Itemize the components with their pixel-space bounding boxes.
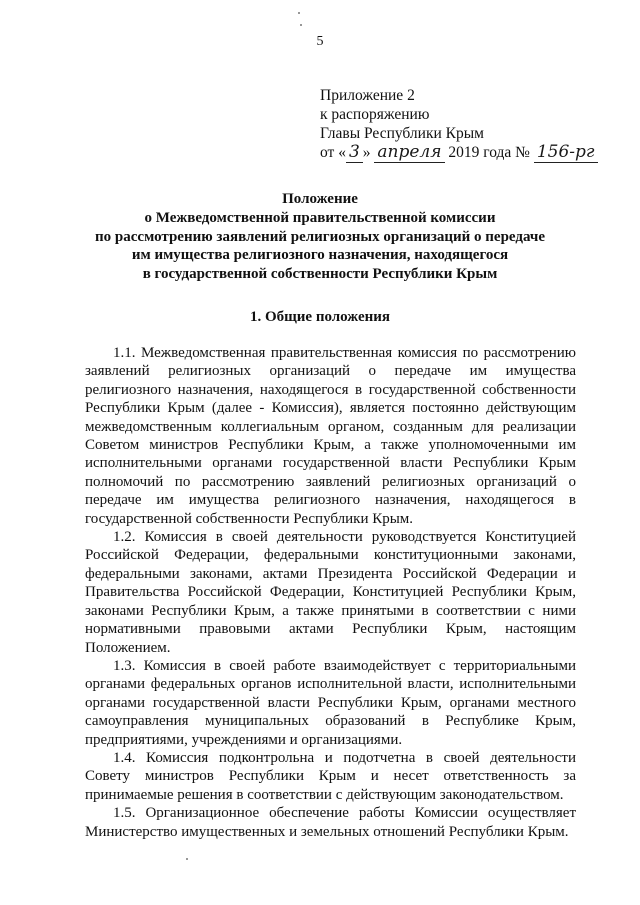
paragraph: 1.3. Комиссия в своей работе взаимодействует с территориальными органами федеральных органов исполнительной власти, исполнительными органами государственной власти Республики Крым, органами местного самоуправления муниципальных образований в Республике Крым, предприятиями, учреждениями и организациями. xyxy=(85,657,576,748)
title-line: о Межведомственной правительственной комиссии xyxy=(144,209,496,226)
year-text: 2019 года № xyxy=(448,144,530,161)
paragraph: 1.2. Комиссия в своей деятельности руководствуется Конституцией Российской Федерации, федеральными конституционными законами, федеральными законами, актами Президента Российской Федерации и Правительства Российской Федерации, Конституцией Республики Крым, законами Республики Крым, а также принятыми в соответствии с ними нормативными правовыми актами Республики Крым, настоящим Положением. xyxy=(85,529,576,656)
date-quote-close: » xyxy=(362,144,371,161)
handwritten-day: 3 xyxy=(346,143,363,163)
appendix-line: Главы Республики Крым xyxy=(320,125,484,142)
title-line: Положение xyxy=(282,191,358,207)
handwritten-order-number: 156-рг xyxy=(534,143,598,163)
section-heading: 1. Общие положения xyxy=(249,309,391,325)
date-prefix: от « xyxy=(320,144,346,161)
title-line: по рассмотрению заявлений религиозных организаций о передаче xyxy=(95,228,545,245)
body-text xyxy=(85,344,576,841)
appendix-line: к распоряжению xyxy=(320,106,430,123)
paragraph: 1.1. Межведомственная правительственная комиссия по рассмотрению заявлений религиозных организаций о передаче им имущества религиозного назначения, находящегося в государственной собственности Республики Крым (далее - Комиссия), является постоянно действующим межведомственным коллегиальным органом, созданным для реализации Советом министров Республики Крым, а также уполномоченными им исполнительными органами государственной власти Республики Крым полномочий по рассмотрению заявлений религиозных организаций о передаче им имущества религиозного назначения, находящегося в государственной собственности Республики Крым. xyxy=(85,345,576,527)
appendix-line: Приложение 2 xyxy=(320,87,415,104)
appendix-header xyxy=(320,86,598,163)
title-line: им имущества религиозного назначения, находящегося xyxy=(131,247,509,264)
scan-speck xyxy=(298,12,300,14)
handwritten-month: апреля xyxy=(374,143,444,163)
paragraph: 1.4. Комиссия подконтрольна и подотчетна в своей деятельности Совету министров Республики Крым и несет ответственность за принимаемые решения в соответствии с действующим законодательством. xyxy=(85,749,576,803)
order-date-number xyxy=(320,143,598,163)
scan-speck xyxy=(300,24,302,26)
paragraph: 1.5. Организационное обеспечение работы Комиссии осуществляет Министерство имущественных и земельных отношений Республики Крым. xyxy=(85,805,576,840)
page-number: 5 xyxy=(316,34,324,49)
title-line: в государственной собственности Республики Крым xyxy=(142,266,498,283)
document-title xyxy=(0,190,640,284)
scan-speck xyxy=(186,858,188,860)
